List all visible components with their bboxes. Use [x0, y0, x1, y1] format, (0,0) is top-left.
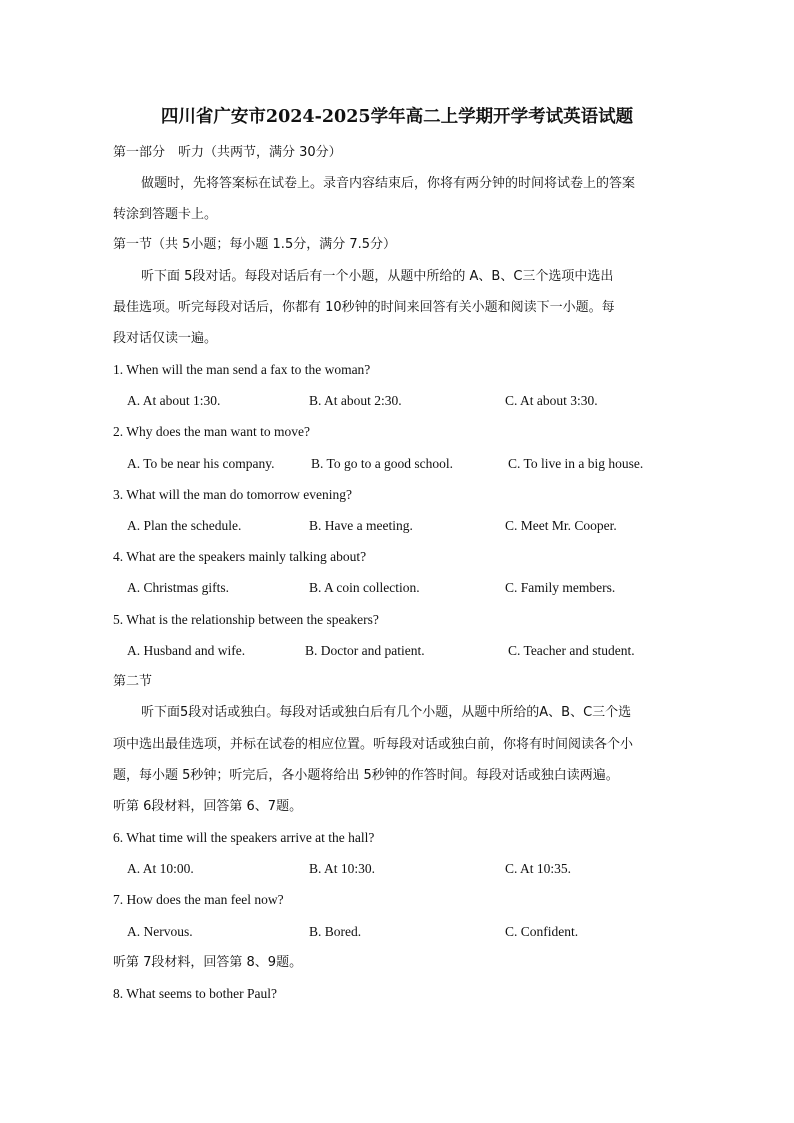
section2-instruction-line-1: 听下面5段对话或独白。每段对话或独白后有几个小题，从题中所给的A、B、C三个选 — [141, 705, 632, 720]
question-3: 3. What will the man do tomorrow evening? — [113, 487, 352, 502]
question-1: 1. When will the man send a fax to the woman? — [113, 362, 371, 377]
question-8: 8. What seems to bother Paul? — [113, 986, 277, 1001]
section2-instruction-line-2: 项中选出最佳选项，并标在试卷的相应位置。听每段对话或独白前，你将有时间阅读各个小 — [113, 737, 634, 752]
question-2-option-a: A. To be near his company. — [127, 456, 275, 471]
question-6: 6. What time will the speakers arrive at the hall? — [113, 830, 375, 845]
question-4-option-b: B. A coin collection. — [309, 580, 420, 595]
section1-heading: 第一节（共 5小题；每小题 1.5分，满分 7.5分） — [113, 237, 397, 252]
question-5: 5. What is the relationship between the speakers? — [113, 612, 379, 627]
section1-instruction-line-1: 听下面 5段对话。每段对话后有一个小题，从题中所给的 A、B、C三个选项中选出 — [141, 269, 614, 284]
question-2-option-b: B. To go to a good school. — [311, 456, 454, 471]
question-4-option-c: C. Family members. — [505, 580, 616, 595]
material-7-heading: 听第 7段材料，回答第 8、9题。 — [113, 955, 303, 970]
section2-instruction-line-3: 题，每小题 5秒钟；听完后，各小题将给出 5秒钟的作答时间。每段对话或独白读两遍。 — [113, 768, 619, 783]
question-3-option-b: B. Have a meeting. — [309, 518, 413, 533]
question-4-option-a: A. Christmas gifts. — [127, 580, 230, 595]
question-2-option-c: C. To live in a big house. — [508, 456, 644, 471]
question-5-option-a: A. Husband and wife. — [127, 643, 246, 658]
exam-title: 四川省广安市2024-2025学年高二上学期开学考试英语试题 — [160, 107, 634, 127]
question-7-option-b: B. Bored. — [309, 924, 362, 939]
question-7-option-a: A. Nervous. — [127, 924, 193, 939]
question-6-option-c: C. At 10:35. — [505, 861, 572, 876]
question-6-option-a: A. At 10:00. — [127, 861, 194, 876]
section1-instruction-line-3: 段对话仅读一遍。 — [113, 331, 218, 346]
question-2: 2. Why does the man want to move? — [113, 424, 310, 439]
question-7-option-c: C. Confident. — [505, 924, 579, 939]
intro-line-2: 转涂到答题卡上。 — [113, 207, 218, 222]
question-1-option-a: A. At about 1:30. — [127, 393, 221, 408]
part1-heading: 第一部分 听力（共两节，满分 30分） — [113, 145, 342, 160]
question-3-option-a: A. Plan the schedule. — [127, 518, 242, 533]
question-4: 4. What are the speakers mainly talking about? — [113, 549, 367, 564]
question-6-option-b: B. At 10:30. — [309, 861, 376, 876]
section2-heading: 第二节 — [113, 674, 153, 689]
question-1-option-b: B. At about 2:30. — [309, 393, 402, 408]
material-6-heading: 听第 6段材料，回答第 6、7题。 — [113, 799, 303, 814]
question-7: 7. How does the man feel now? — [113, 892, 284, 907]
question-5-option-c: C. Teacher and student. — [508, 643, 635, 658]
question-3-option-c: C. Meet Mr. Cooper. — [505, 518, 617, 533]
question-1-option-c: C. At about 3:30. — [505, 393, 598, 408]
section1-instruction-line-2: 最佳选项。听完每段对话后，你都有 10秒钟的时间来回答有关小题和阅读下一小题。每 — [113, 300, 615, 315]
question-5-option-b: B. Doctor and patient. — [305, 643, 425, 658]
intro-line-1: 做题时，先将答案标在试卷上。录音内容结束后，你将有两分钟的时间将试卷上的答案 — [141, 176, 636, 191]
